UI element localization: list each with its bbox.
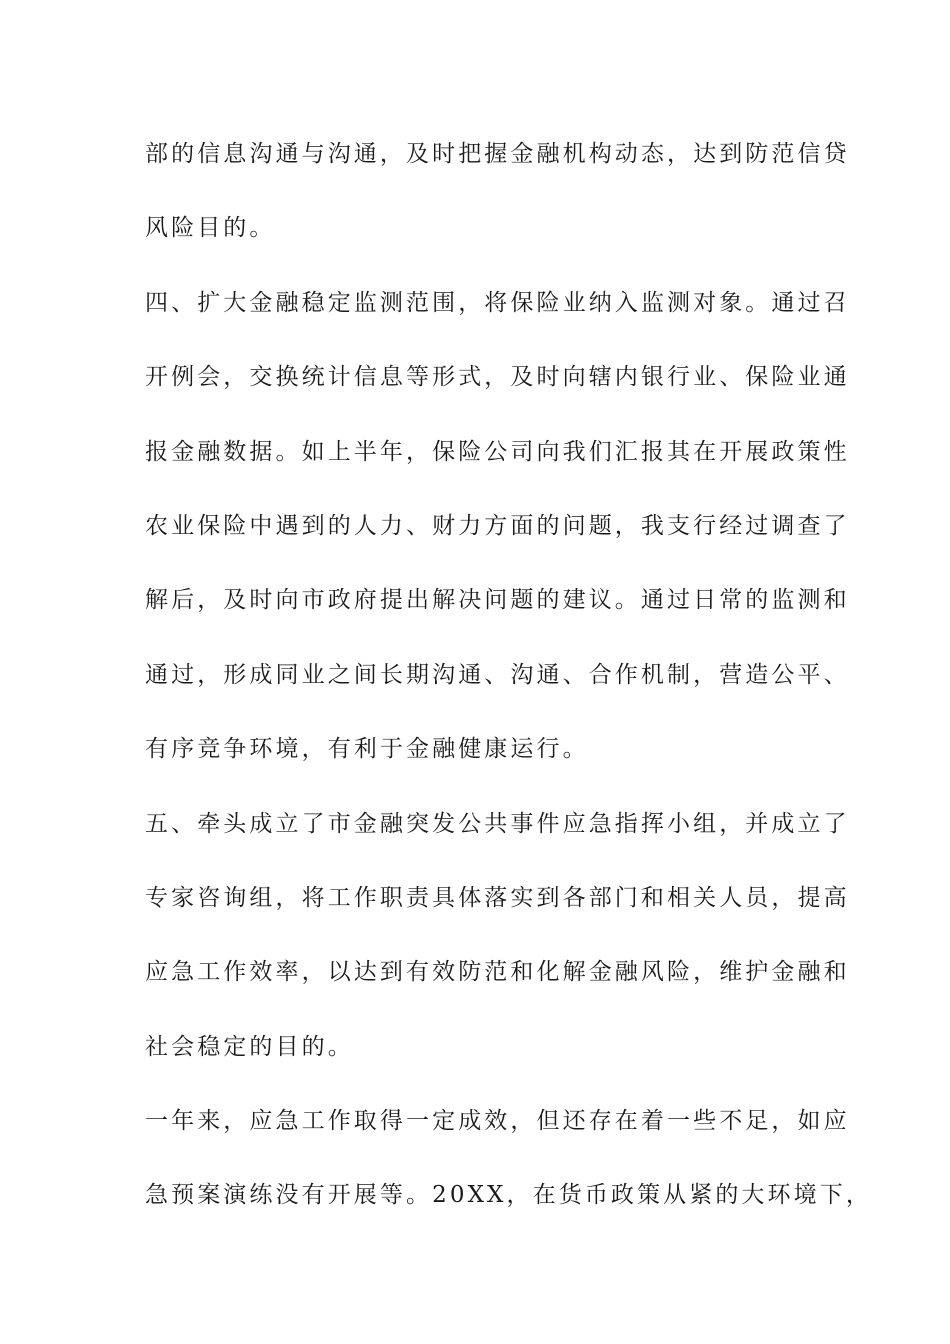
text-line-1: 部的信息沟通与沟通，及时把握金融机构动态，达到防范信贷 [145,141,850,167]
text-line-15: 急预案演练没有开展等。20XX，在货币政策从紧的大环境下， [145,1182,872,1209]
text-line-11: 专家咨询组，将工作职责具体落实到各部门和相关人员，提高 [145,884,850,911]
text-line-5: 报金融数据。如上半年，保险公司向我们汇报其在开展政策性 [145,438,850,465]
text-line-8: 通过，形成同业之间长期沟通、沟通、合作机制，营造公平、 [145,661,850,688]
text-line-2: 风险目的。 [145,215,276,242]
text-line-9: 有序竞争环境，有利于金融健康运行。 [145,736,589,763]
text-line-13: 社会稳定的目的。 [145,1033,354,1060]
body-text [145,124,872,1240]
text-line-12: 应急工作效率，以达到有效防范和化解金融风险，维护金融和 [145,959,850,986]
text-line-10: 五、牵头成立了市金融突发公共事件应急指挥小组，并成立了 [145,810,850,837]
text-line-3: 四、扩大金融稳定监测范围，将保险业纳入监测对象。通过召 [145,289,850,316]
text-line-14: 一年来，应急工作取得一定成效，但还存在着一些不足，如应 [145,1108,850,1135]
text-line-7: 解后，及时向市政府提出解决问题的建议。通过日常的监测和 [145,587,850,614]
text-line-4: 开例会，交换统计信息等形式，及时向辖内银行业、保险业通 [145,364,850,391]
text-line-6: 农业保险中遇到的人力、财力方面的问题，我支行经过调查了 [145,512,850,539]
